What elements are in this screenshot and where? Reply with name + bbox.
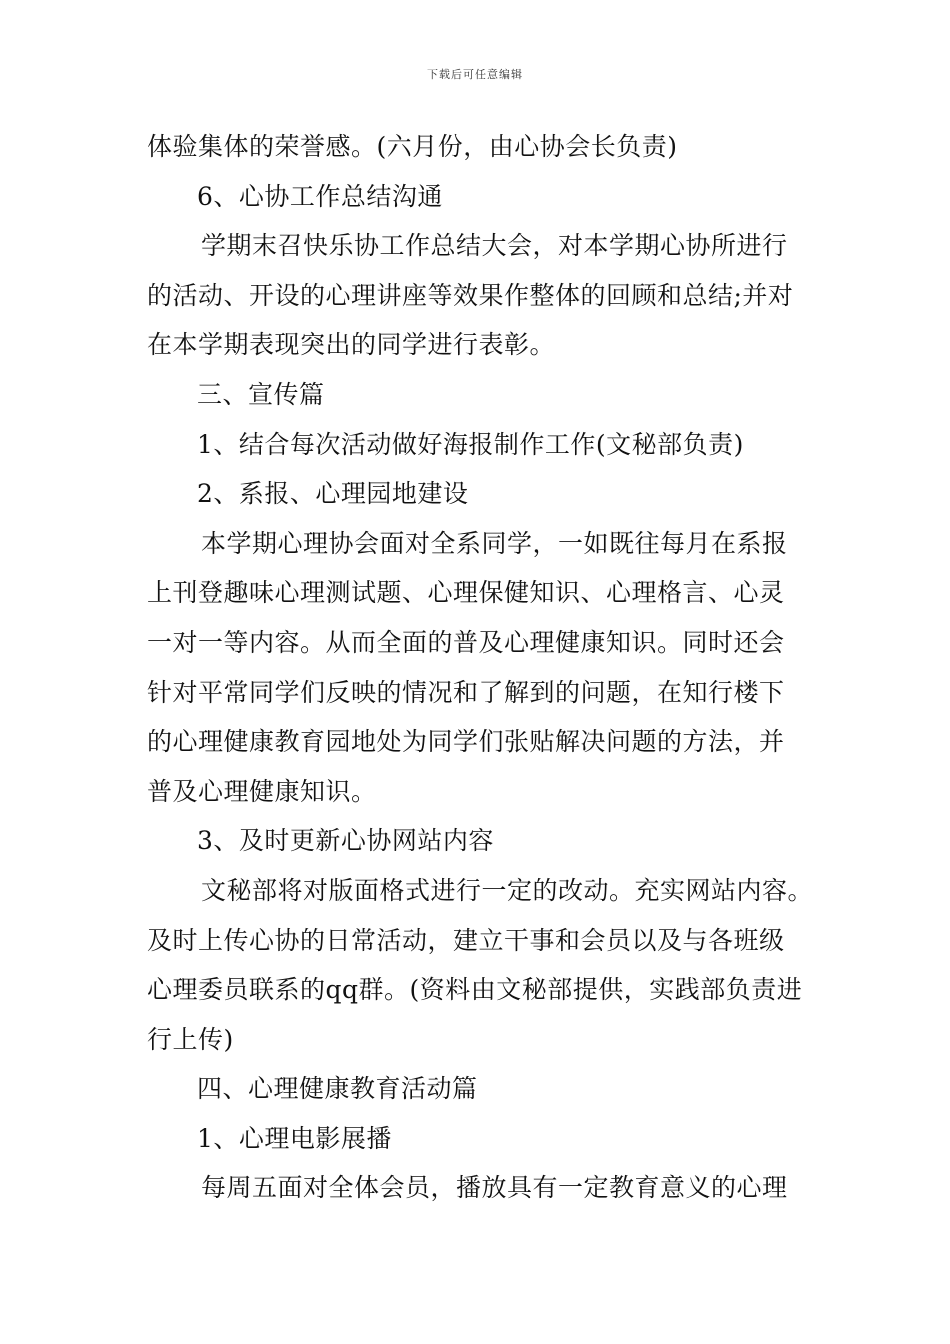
section-heading: 3、及时更新心协网站内容 (197, 826, 494, 856)
document-body (147, 127, 827, 1218)
page-header: 下载后可任意编辑 (427, 68, 523, 81)
body-line: 的心理健康教育园地处为同学们张贴解决问题的方法，并 (147, 727, 785, 757)
body-line: 学期末召快乐协工作总结大会，对本学期心协所进行 (201, 231, 788, 261)
body-line: 本学期心理协会面对全系同学，一如既往每月在系报 (201, 528, 788, 558)
body-line: 体验集体的荣誉感。(六月份，由心协会长负责) (147, 132, 678, 161)
section-heading: 1、结合每次活动做好海报制作工作(文秘部负责) (197, 429, 744, 459)
body-line: 在本学期表现突出的同学进行表彰。 (147, 330, 556, 360)
body-line: 文秘部将对版面格式进行一定的改动。充实网站内容。 (201, 875, 814, 905)
body-line: 每周五面对全体会员，播放具有一定教育意义的心理 (201, 1173, 788, 1203)
body-line: 行上传) (147, 1024, 234, 1054)
body-line: 的活动、开设的心理讲座等效果作整体的回顾和总结;并对 (147, 280, 794, 310)
section-heading: 6、心协工作总结沟通 (197, 181, 443, 211)
body-line: 普及心理健康知识。 (147, 776, 377, 806)
section-heading: 四、心理健康教育活动篇 (197, 1074, 478, 1104)
body-line: 上刊登趣味心理测试题、心理保健知识、心理格言、心灵 (147, 578, 785, 608)
body-line: 心理委员联系的qq群。(资料由文秘部提供，实践部负责进 (147, 975, 803, 1005)
section-heading: 2、系报、心理园地建设 (197, 479, 469, 509)
body-line: 一对一等内容。从而全面的普及心理健康知识。同时还会 (147, 627, 785, 657)
body-line: 及时上传心协的日常活动，建立干事和会员以及与各班级 (147, 925, 785, 955)
section-heading: 1、心理电影展播 (197, 1123, 392, 1153)
body-line: 针对平常同学们反映的情况和了解到的问题，在知行楼下 (147, 677, 785, 707)
section-heading: 三、宣传篇 (197, 379, 325, 409)
